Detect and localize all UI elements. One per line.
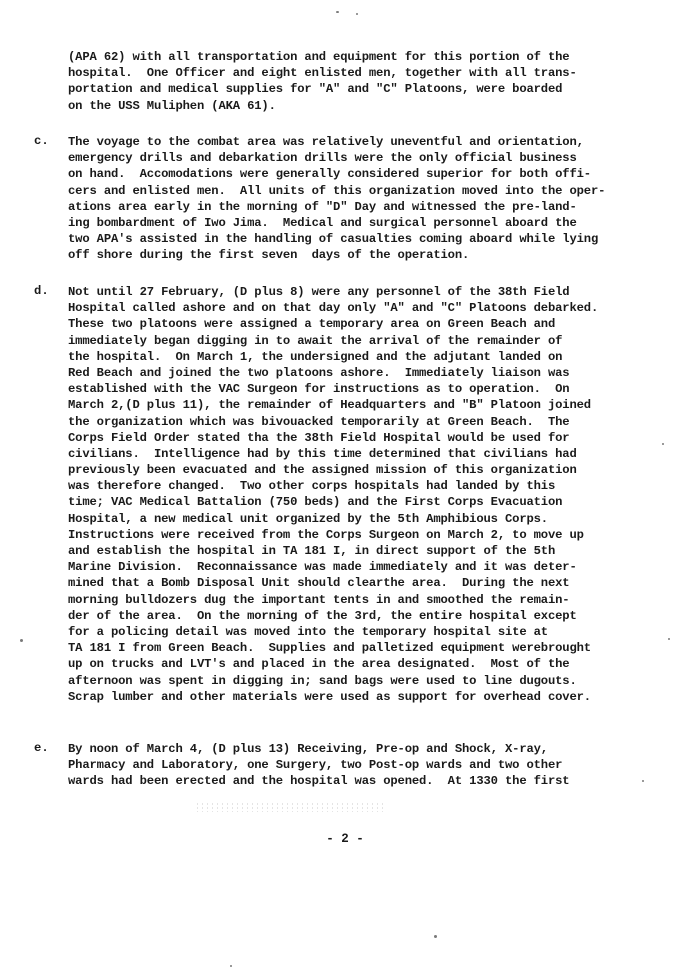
scan-speck — [230, 965, 232, 967]
text-line: The voyage to the combat area was relatively uneventful and orientation, — [68, 135, 584, 149]
text-line: two APA's assisted in the handling of casualties coming aboard while lying — [68, 232, 599, 247]
paragraph-c — [68, 134, 683, 264]
text-line: der of the area. On the morning of the 3rd, the entire hospital except — [68, 608, 577, 623]
text-line: mined that a Bomb Disposal Unit should clearthe area. During the next — [68, 576, 570, 591]
text-line: Scrap lumber and other materials were used as support for overhead cover. — [68, 689, 591, 704]
scan-speck — [662, 443, 664, 445]
page-number: - 2 - — [326, 832, 364, 846]
text-line: portation and medical supplies for "A" and "C" Platoons, were boarded — [68, 82, 563, 97]
text-line: Corps Field Order stated tha the 38th Field Hospital would be used for — [68, 430, 570, 445]
text-line: up on trucks and LVT's and placed in the area designated. Most of the — [68, 657, 570, 672]
text-line: emergency drills and debarkation drills were the only official business — [68, 151, 577, 166]
text-line: off shore during the first seven days of the operation. — [68, 248, 470, 263]
text-line: TA 181 I from Green Beach. Supplies and palletized equipment werebrought — [68, 641, 591, 656]
text-line: the organization which was bivouacked temporarily at Green Beach. The — [68, 414, 570, 429]
text-line: previously been evacuated and the assigned mission of this organization — [68, 463, 577, 478]
scan-speck — [642, 780, 644, 782]
paragraph-b-continued — [68, 49, 683, 114]
scan-speck — [20, 639, 23, 642]
text-line: Hospital called ashore and on that day only "A" and "C" Platoons debarked. — [68, 301, 599, 316]
text-line: established with the VAC Surgeon for instructions as to operation. On — [68, 382, 570, 397]
scan-speck — [668, 638, 670, 640]
text-line: ations area early in the morning of "D" Day and witnessed the pre-land- — [68, 199, 577, 214]
text-line: Marine Division. Reconnaissance was made immediately and it was deter- — [68, 560, 577, 575]
text-line: Pharmacy and Laboratory, one Surgery, two Post-op wards and two other — [68, 758, 563, 773]
text-line: wards had been erected and the hospital was opened. At 1330 the first — [68, 774, 570, 789]
text-line: on hand. Accomodations were generally considered superior for both offi- — [68, 167, 591, 182]
text-line: (APA 62) with all transportation and equipment for this portion of the — [68, 50, 570, 64]
text-line: morning bulldozers dug the important tents in and smoothed the remain- — [68, 592, 570, 607]
text-line: time; VAC Medical Battalion (750 beds) and the First Corps Evacuation — [68, 495, 563, 510]
text-line: civilians. Intelligence had by this time determined that civilians had — [68, 446, 577, 461]
scan-smudge — [195, 802, 385, 812]
text-line: and establish the hospital in TA 181 I, in direct support of the 5th — [68, 544, 556, 558]
text-line: hospital. One Officer and eight enlisted men, together with all trans- — [68, 66, 577, 81]
text-line: on the USS Muliphen (AKA 61). — [68, 98, 276, 113]
text-line: March 2,(D plus 11), the remainder of Headquarters and "B" Platoon joined — [68, 398, 591, 413]
scan-speck — [356, 13, 358, 15]
scan-speck — [336, 11, 339, 13]
paragraph-e — [68, 741, 683, 790]
paragraph-d — [68, 284, 683, 705]
text-line: Hospital, a new medical unit organized by the 5th Amphibious Corps. — [68, 511, 548, 526]
paragraph-d-letter: d. — [34, 284, 49, 298]
text-line: Red Beach and joined the two platoons ashore. Immediately liaison was — [68, 365, 570, 380]
text-line: ing bombardment of Iwo Jima. Medical and surgical personnel aboard the — [68, 215, 577, 230]
text-line: cers and enlisted men. All units of this organization moved into the oper- — [68, 183, 606, 198]
text-line: These two platoons were assigned a temporary area on Green Beach and — [68, 317, 556, 332]
text-line: By noon of March 4, (D plus 13) Receiving, Pre-op and Shock, X-ray, — [68, 742, 548, 756]
text-line: Instructions were received from the Corps Surgeon on March 2, to move up — [68, 527, 584, 542]
text-line: Not until 27 February, (D plus 8) were any personnel of the 38th Field — [68, 285, 570, 299]
text-line: immediately began digging in to await the arrival of the remainder of — [68, 333, 563, 348]
text-line: the hospital. On March 1, the undersigned and the adjutant landed on — [68, 349, 563, 364]
paragraph-e-letter: e. — [34, 741, 49, 755]
text-line: was therefore changed. Two other corps hospitals had landed by this — [68, 479, 556, 494]
paragraph-c-letter: c. — [34, 134, 49, 148]
text-line: for a policing detail was moved into the temporary hospital site at — [68, 624, 548, 639]
scan-speck — [434, 935, 437, 938]
text-line: afternoon was spent in digging in; sand bags were used to line dugouts. — [68, 673, 577, 688]
